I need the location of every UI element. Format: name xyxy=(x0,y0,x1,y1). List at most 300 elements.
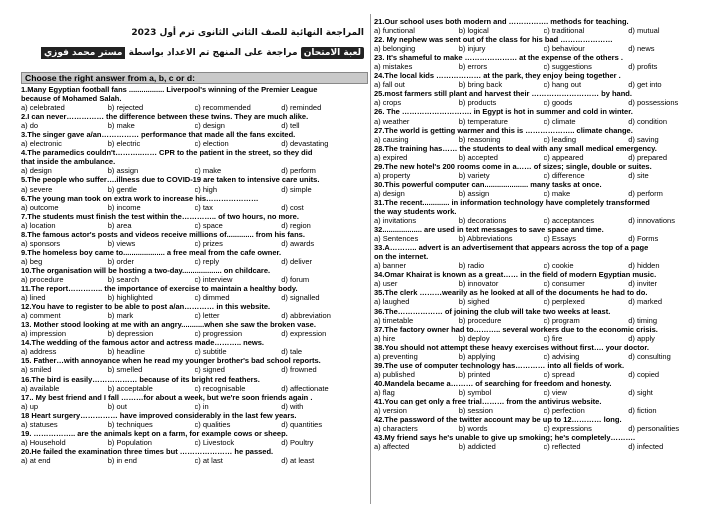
question-stem: 38.You should not attempt these heavy exercises without first…. your doctor. xyxy=(374,342,649,352)
question-stem: 2.I can never…………… the difference between these twins. They are much alike. xyxy=(21,112,309,122)
question-stem: 6.The young man took on extra work to increase his………………… xyxy=(21,193,259,203)
answer-option[interactable]: b) procedure xyxy=(458,315,502,325)
answer-option[interactable]: b) printed xyxy=(458,369,491,379)
question xyxy=(374,361,713,379)
answer-option[interactable]: d) personalities xyxy=(628,424,680,434)
answer-option[interactable]: d) news xyxy=(628,44,655,54)
answer-option[interactable]: a) available xyxy=(21,383,60,393)
question xyxy=(21,112,368,130)
answer-option[interactable]: a) statuses xyxy=(21,419,58,429)
instruction-banner: Choose the right answer from a, b, c or d: xyxy=(21,72,368,84)
answer-option[interactable]: c) program xyxy=(543,315,580,325)
question xyxy=(21,338,368,356)
answer-options xyxy=(21,438,368,447)
answer-option[interactable]: b) addicted xyxy=(458,442,496,452)
answer-option[interactable]: d) awards xyxy=(281,238,315,248)
answer-option[interactable]: d) perform xyxy=(628,188,663,198)
answer-option[interactable]: c) prizes xyxy=(194,238,223,248)
answer-option[interactable]: c) reflected xyxy=(543,442,581,452)
answer-option[interactable]: d) expression xyxy=(281,329,327,339)
answer-options xyxy=(21,293,368,302)
answer-option[interactable]: b) acceptable xyxy=(107,383,153,393)
question-stem: 13. Mother stood looking at me with an angry...........when she saw the broken vase. xyxy=(21,320,316,330)
answer-option[interactable]: b) products xyxy=(458,98,497,108)
question xyxy=(21,130,368,148)
question xyxy=(374,415,713,433)
answer-option[interactable]: c) subtitle xyxy=(194,347,227,357)
answer-option[interactable]: b) session xyxy=(458,406,493,416)
answer-options xyxy=(21,402,368,411)
question xyxy=(374,225,713,243)
answer-option[interactable]: a) published xyxy=(374,369,415,379)
answer-options xyxy=(21,203,368,212)
question-stem: 9.The homeless boy came to.................... a free meal from the cafe owner. xyxy=(21,247,282,257)
answer-option[interactable]: a) belonging xyxy=(374,44,416,54)
answer-option[interactable]: d) signalled xyxy=(281,293,320,303)
answer-option[interactable]: b) search xyxy=(107,274,140,284)
answer-option[interactable]: a) mistakes xyxy=(374,62,413,72)
answer-option[interactable]: c) view xyxy=(543,387,567,397)
answer-option[interactable]: a) weather xyxy=(374,116,410,126)
question xyxy=(21,85,368,112)
answer-option[interactable]: d) innovations xyxy=(628,216,675,226)
question-stem: 28.The training has…… the students to deal with any small medical emergency. xyxy=(374,143,657,153)
answer-option[interactable]: a) outcome xyxy=(21,202,59,212)
answer-option[interactable]: c) hang out xyxy=(543,80,582,90)
answer-option[interactable]: c) advising xyxy=(543,351,580,361)
answer-option[interactable]: a) lined xyxy=(21,293,46,303)
answer-option[interactable]: a) sponsors xyxy=(21,238,61,248)
answer-option[interactable]: b) symbol xyxy=(458,387,492,397)
answer-option[interactable]: c) make xyxy=(194,166,222,176)
answer-options xyxy=(374,424,713,433)
exam-header xyxy=(21,14,368,72)
answer-options xyxy=(21,257,368,266)
answer-options xyxy=(21,221,368,230)
answer-option[interactable]: d) mutual xyxy=(628,26,660,36)
question-stem: 41.You can get only a free trial……… from the antivirus website. xyxy=(374,396,602,406)
question-stem: 25.most farmers still plant and harvest their ……………………… by hand. xyxy=(374,89,632,99)
answer-options xyxy=(374,135,713,144)
question-stem: 1.Many Egyptian football fans ................. Liverpool's winning of the Premier League xyxy=(21,85,318,94)
answer-option[interactable]: d) abbreviation xyxy=(281,311,331,321)
answer-option[interactable]: c) goods xyxy=(543,98,573,108)
answer-option[interactable]: b) accepted xyxy=(458,152,498,162)
question-stem: 34.Omar Khairat is known as a great…… in the field of modern Egyptian music. xyxy=(374,270,657,280)
answer-option[interactable]: b) variety xyxy=(458,170,490,180)
answer-option[interactable]: a) address xyxy=(21,347,57,357)
answer-option[interactable]: d) fiction xyxy=(628,406,657,416)
answer-option[interactable]: d) copied xyxy=(628,369,660,379)
answer-option[interactable]: b) make xyxy=(107,121,135,131)
answer-option[interactable]: d) affectionate xyxy=(281,383,329,393)
answer-options xyxy=(21,311,368,320)
answer-options xyxy=(21,121,368,130)
answer-options xyxy=(21,384,368,393)
answer-option[interactable]: d) infected xyxy=(628,442,664,452)
question-stem: 33.A……….. advert is an advertisement that appears across the top of a page xyxy=(374,243,649,253)
answer-option[interactable]: d) with xyxy=(281,401,304,411)
answer-options xyxy=(21,239,368,248)
question-stem: 42.The password of the twitter account may be up to 12………… long. xyxy=(374,415,622,425)
answer-option[interactable]: b) mark xyxy=(107,311,134,321)
answer-options xyxy=(374,297,713,306)
question xyxy=(374,198,713,225)
question xyxy=(21,356,368,374)
answer-option[interactable]: b) depression xyxy=(107,329,154,339)
question-stem: 3.The singer gave a/an…………… performance that made all the fans excited. xyxy=(21,130,296,140)
answer-option[interactable]: a) timetable xyxy=(374,315,414,325)
answer-option[interactable]: b) gentle xyxy=(107,184,137,194)
answer-option[interactable]: a) user xyxy=(374,279,398,289)
answer-option[interactable]: b) rejected xyxy=(107,103,144,113)
answer-option[interactable]: c) qualities xyxy=(194,419,231,429)
question xyxy=(374,270,713,288)
question xyxy=(21,175,368,193)
question-stem: 8.The famous actor's posts and videos receive millions of............. from his fans. xyxy=(21,229,305,239)
answer-option[interactable]: c) progression xyxy=(194,329,243,339)
answer-option[interactable]: d) devastating xyxy=(281,139,329,149)
answer-option[interactable]: d) Forms xyxy=(628,234,659,244)
answer-option[interactable]: d) profits xyxy=(628,62,658,72)
question xyxy=(21,148,368,175)
answer-option[interactable]: b) income xyxy=(107,202,141,212)
question-stem: 21.Our school uses both modern and ……………. methods for teaching. xyxy=(374,17,629,26)
right-column xyxy=(374,17,713,507)
answer-option[interactable]: a) celebrated xyxy=(21,103,65,113)
question xyxy=(21,248,368,266)
question-stem: 40.Mandela became a……… of searching for freedom and honesty. xyxy=(374,378,612,388)
answer-option[interactable]: a) flag xyxy=(374,387,395,397)
question xyxy=(374,325,713,343)
question-stem-continued: because of Mohamed Salah. xyxy=(21,94,122,104)
answer-option[interactable]: c) space xyxy=(194,220,223,230)
question xyxy=(374,180,713,198)
question-stem: 39.The use of computer technology has………… into all fields of work. xyxy=(374,360,625,370)
answer-option[interactable]: a) at end xyxy=(21,455,51,465)
question xyxy=(374,126,713,144)
answer-option[interactable]: a) Sentences xyxy=(374,234,419,244)
answer-option[interactable]: a) affected xyxy=(374,442,410,452)
answer-options xyxy=(374,279,713,288)
answer-options xyxy=(374,117,713,126)
answer-option[interactable]: c) expressions xyxy=(543,424,592,434)
answer-option[interactable]: b) assign xyxy=(107,166,139,176)
answer-option[interactable]: d) site xyxy=(628,170,649,180)
answer-option[interactable]: a) up xyxy=(21,401,39,411)
question-stem: 4.The paramedics couldn't………..…… CPR to the patient in the street, so they did xyxy=(21,148,313,158)
answer-option[interactable]: d) at least xyxy=(281,455,315,465)
answer-option[interactable]: a) do xyxy=(21,121,39,131)
question-stem: 31.The recent............. in information technology have completely transformed xyxy=(374,197,650,207)
answer-option[interactable]: d) timing xyxy=(628,315,658,325)
question xyxy=(374,89,713,107)
answer-option[interactable]: c) signed xyxy=(194,365,225,375)
question xyxy=(374,343,713,361)
answer-option[interactable]: a) characters xyxy=(374,424,418,434)
answer-option[interactable]: a) crops xyxy=(374,98,402,108)
question xyxy=(21,411,368,429)
answer-option[interactable]: c) Livestock xyxy=(194,437,235,447)
answer-option[interactable]: a) design xyxy=(21,166,52,176)
answer-option[interactable]: b) Population xyxy=(107,437,152,447)
answer-option[interactable]: a) procedure xyxy=(21,274,64,284)
answer-option[interactable]: a) hire xyxy=(374,333,396,343)
answer-option[interactable]: d) region xyxy=(281,220,311,230)
answer-option[interactable]: b) in end xyxy=(107,455,137,465)
question xyxy=(374,144,713,162)
question-stem: 26. The ………………………. in Egypt is hot in summer and cold in winter. xyxy=(374,107,633,117)
answer-option[interactable]: c) make xyxy=(543,188,571,198)
answer-option[interactable]: d) deliver xyxy=(281,256,313,266)
answer-option[interactable]: c) leading xyxy=(543,134,577,144)
answer-option[interactable]: a) design xyxy=(374,188,405,198)
answer-option[interactable]: a) comment xyxy=(21,311,61,321)
answer-options xyxy=(374,80,713,89)
answer-option[interactable]: c) dimmed xyxy=(194,293,230,303)
answer-option[interactable]: a) severe xyxy=(21,184,53,194)
header-author: مستر محمد فوزي xyxy=(41,47,126,59)
answer-option[interactable]: b) radio xyxy=(458,261,485,271)
answer-option[interactable]: d) frowned xyxy=(281,365,317,375)
answer-option[interactable]: d) tale xyxy=(281,347,303,357)
answer-option[interactable]: b) deploy xyxy=(458,333,490,343)
answer-option[interactable]: b) words xyxy=(458,424,488,434)
answer-option[interactable]: c) suggestions xyxy=(543,62,592,72)
answer-options xyxy=(374,334,713,343)
answer-option[interactable]: b) out xyxy=(107,401,127,411)
question-stem: 7.The students must finish the test within the………….. of two hours, no more. xyxy=(21,211,299,221)
answer-option[interactable]: d) possessions xyxy=(628,98,679,108)
question xyxy=(21,375,368,393)
answer-option[interactable]: c) high xyxy=(194,184,218,194)
question xyxy=(374,433,713,451)
question-stem: 30.This powerful computer can..................... many tasks at once. xyxy=(374,179,602,189)
answer-option[interactable]: c) behaviour xyxy=(543,44,585,54)
answer-option[interactable]: b) errors xyxy=(458,62,488,72)
answer-option[interactable]: a) version xyxy=(374,406,407,416)
question xyxy=(374,107,713,125)
answer-option[interactable]: c) tax xyxy=(194,202,213,212)
answer-option[interactable]: b) order xyxy=(107,256,135,266)
question-stem: 17.. My best friend and I fall ………for about a week, but we're soon friends again . xyxy=(21,392,313,402)
answer-option[interactable]: d) marked xyxy=(628,297,663,307)
answer-option[interactable]: b) Abbreviations xyxy=(458,234,513,244)
answer-options xyxy=(374,442,713,451)
question-stem: 10.The organisation will be hosting a two-day................... on childcare. xyxy=(21,265,271,275)
answer-option[interactable]: d) reminded xyxy=(281,103,322,113)
question xyxy=(21,447,368,465)
answer-option[interactable]: a) smiled xyxy=(21,365,52,375)
answer-option[interactable]: a) causing xyxy=(374,134,409,144)
answer-options xyxy=(374,234,713,243)
answer-option[interactable]: a) impression xyxy=(21,329,67,339)
answer-option[interactable]: a) fall out xyxy=(374,80,405,90)
answer-option[interactable]: c) at last xyxy=(194,455,223,465)
answer-options xyxy=(21,166,368,175)
question xyxy=(374,307,713,325)
question xyxy=(21,429,368,447)
question-stem: 23. It's shameful to make ………………… at the expense of the others . xyxy=(374,53,623,63)
answer-option[interactable]: d) inviter xyxy=(628,279,658,289)
answer-option[interactable]: d) prepared xyxy=(628,152,668,162)
answer-options xyxy=(21,185,368,194)
answer-option[interactable]: c) cookie xyxy=(543,261,574,271)
answer-option[interactable]: b) techniques xyxy=(107,419,153,429)
answer-option[interactable]: a) Household xyxy=(21,437,66,447)
answer-options xyxy=(21,365,368,374)
question-stem-continued: on the internet. xyxy=(374,252,429,262)
answer-options xyxy=(374,26,713,35)
answer-option[interactable]: b) bring back xyxy=(458,80,503,90)
answer-option[interactable]: d) condition xyxy=(628,116,668,126)
question-stem: 15. Father…with annoyance when he read my younger brother's bad school reports. xyxy=(21,356,321,366)
question xyxy=(21,230,368,248)
answer-option[interactable]: c) interview xyxy=(194,274,233,284)
answer-option[interactable]: d) sight xyxy=(628,387,653,397)
answer-option[interactable]: b) highlighted xyxy=(107,293,153,303)
question-stem: 5.The people who suffer….illness due to COVID-19 are taken to intensive care units. xyxy=(21,175,320,185)
answer-option[interactable]: b) temperature xyxy=(458,116,508,126)
answer-option[interactable]: b) decorations xyxy=(458,216,507,226)
answer-option[interactable]: a) preventing xyxy=(374,351,418,361)
question xyxy=(374,71,713,89)
answer-option[interactable]: c) traditional xyxy=(543,26,585,36)
answer-option[interactable]: a) location xyxy=(21,220,56,230)
answer-option[interactable]: d) saving xyxy=(628,134,659,144)
answer-option[interactable]: c) reply xyxy=(194,256,220,266)
answer-option[interactable]: d) hidden xyxy=(628,261,660,271)
answer-options xyxy=(374,316,713,325)
answer-option[interactable]: d) get into xyxy=(628,80,662,90)
answer-option[interactable]: c) fire xyxy=(543,333,563,343)
answer-option[interactable]: c) recommended xyxy=(194,103,251,113)
answer-option[interactable]: b) views xyxy=(107,238,136,248)
answer-option[interactable]: a) property xyxy=(374,170,411,180)
answer-option[interactable]: c) Essays xyxy=(543,234,577,244)
answer-option[interactable]: a) expired xyxy=(374,152,408,162)
answer-option[interactable]: c) recognisable xyxy=(194,383,246,393)
header-prepared-by: مراجعة على المنهج تم الاعداد بواسطة xyxy=(128,48,298,58)
answer-options xyxy=(21,420,368,429)
answer-option[interactable]: c) spread xyxy=(543,369,575,379)
question-stem: 12.You have to register to be able to post a/an………… in this website. xyxy=(21,302,271,312)
answer-option[interactable]: c) perfection xyxy=(543,406,585,416)
answer-option[interactable]: c) perplexed xyxy=(543,297,585,307)
answer-options xyxy=(21,103,368,112)
answer-option[interactable]: c) appeared xyxy=(543,152,584,162)
answer-option[interactable]: c) difference xyxy=(543,170,585,180)
column-divider xyxy=(370,14,371,504)
answer-option[interactable]: d) tell xyxy=(281,121,300,131)
question-stem: 18 Heart surgery…………… have improved considerably in the last few years. xyxy=(21,410,297,420)
answer-option[interactable]: a) beg xyxy=(21,256,43,266)
left-column xyxy=(21,14,368,507)
answer-options xyxy=(374,62,713,71)
answer-option[interactable]: b) smelled xyxy=(107,365,143,375)
answer-option[interactable]: a) electronic xyxy=(21,139,62,149)
answer-option[interactable]: b) assign xyxy=(458,188,490,198)
answer-option[interactable]: a) invitations xyxy=(374,216,417,226)
answer-options xyxy=(374,370,713,379)
answer-options xyxy=(374,98,713,107)
answer-option[interactable]: b) logical xyxy=(458,26,489,36)
answer-option[interactable]: d) apply xyxy=(628,333,655,343)
left-question-list xyxy=(21,85,368,465)
question-stem: 36.The……………… of joining the club will take two weeks at least. xyxy=(374,306,611,316)
question xyxy=(21,302,368,320)
answer-options xyxy=(374,216,713,225)
answer-option[interactable]: c) acceptances xyxy=(543,216,594,226)
answer-option[interactable]: c) design xyxy=(194,121,225,131)
question xyxy=(21,320,368,338)
answer-option[interactable]: b) innovator xyxy=(458,279,499,289)
answer-option[interactable]: c) letter xyxy=(194,311,220,321)
answer-option[interactable]: d) Poultry xyxy=(281,437,314,447)
question xyxy=(374,53,713,71)
answer-option[interactable]: c) election xyxy=(194,139,229,149)
header-badge: لعبة الامتحان xyxy=(301,47,364,59)
header-title: المراجعة النهائية للصف الثاني الثانوى ترم أول 2023 xyxy=(131,28,364,38)
answer-options xyxy=(374,171,713,180)
answer-options xyxy=(21,347,368,356)
answer-option[interactable]: d) forum xyxy=(281,274,310,284)
answer-option[interactable]: b) reasoning xyxy=(458,134,501,144)
answer-option[interactable]: a) laughed xyxy=(374,297,410,307)
answer-option[interactable]: b) electric xyxy=(107,139,141,149)
question xyxy=(374,288,713,306)
answer-option[interactable]: b) sighed xyxy=(458,297,490,307)
answer-options xyxy=(21,139,368,148)
question-stem: 16.The bird is easily……………… because of its bright red feathers. xyxy=(21,374,260,384)
answer-options xyxy=(374,261,713,270)
answer-option[interactable]: d) perform xyxy=(281,166,316,176)
question xyxy=(21,194,368,212)
answer-option[interactable]: d) cost xyxy=(281,202,304,212)
question xyxy=(374,17,713,35)
answer-option[interactable]: c) in xyxy=(194,401,209,411)
answer-options xyxy=(374,189,713,198)
answer-options xyxy=(374,406,713,415)
answer-option[interactable]: a) functional xyxy=(374,26,415,36)
question-stem: 43.My friend says he's unable to give up smoking; he's completely………. xyxy=(374,433,636,443)
question-stem: 27.The world is getting warmer and this is ……………….. climate change. xyxy=(374,125,633,135)
question xyxy=(374,243,713,270)
answer-option[interactable]: c) climate xyxy=(543,116,576,126)
answer-option[interactable]: d) simple xyxy=(281,184,312,194)
answer-option[interactable]: b) applying xyxy=(458,351,496,361)
question xyxy=(374,162,713,180)
question xyxy=(374,397,713,415)
answer-option[interactable]: a) banner xyxy=(374,261,407,271)
answer-options xyxy=(374,153,713,162)
question-stem: 14.The wedding of the famous actor and actress made……….. news. xyxy=(21,338,264,348)
answer-option[interactable]: d) consulting xyxy=(628,351,671,361)
question xyxy=(21,266,368,284)
question-stem: 22. My nephew was sent out of the class for his bad ………………… xyxy=(374,35,613,45)
answer-option[interactable]: d) quantities xyxy=(281,419,323,429)
question xyxy=(374,379,713,397)
question xyxy=(374,35,713,53)
answer-options xyxy=(374,352,713,361)
answer-option[interactable]: c) consumer xyxy=(543,279,585,289)
question-stem: 37.The factory owner had to……….. several workers due to the economic crisis. xyxy=(374,324,658,334)
answer-options xyxy=(374,44,713,53)
answer-option[interactable]: b) headline xyxy=(107,347,145,357)
answer-option[interactable]: b) injury xyxy=(458,44,486,54)
answer-options xyxy=(21,275,368,284)
answer-option[interactable]: b) area xyxy=(107,220,132,230)
